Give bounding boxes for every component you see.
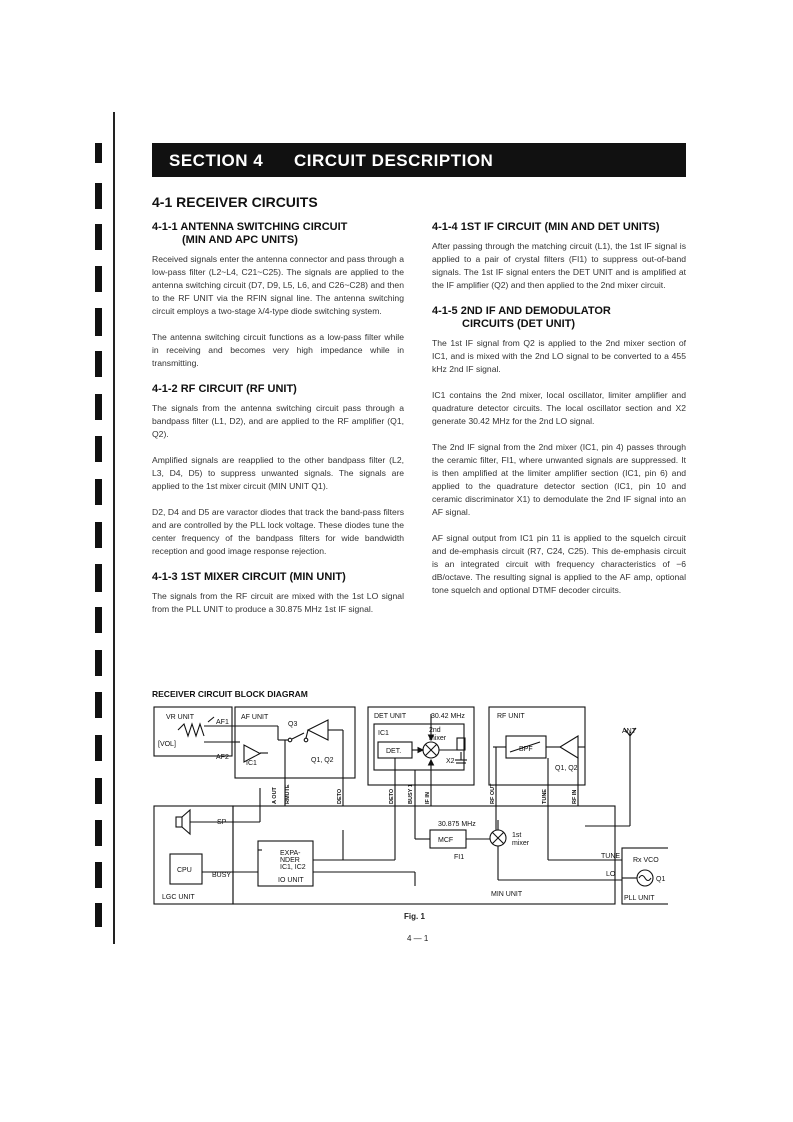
subsection-title: 4-1-1 ANTENNA SWITCHING CIRCUIT (MIN AND APC UNITS) xyxy=(152,221,348,246)
label-rx-vco: Rx VCO xyxy=(633,857,659,864)
label-cpu: CPU xyxy=(177,867,192,874)
label-q1q2-af: Q1, Q2 xyxy=(311,757,334,764)
label-sp: SP xyxy=(217,819,227,826)
subsection-4-1-1 xyxy=(152,221,404,370)
label-tune: TUNE xyxy=(601,853,621,860)
label-bpf: BPF xyxy=(519,746,533,753)
label-q1-pll: Q1 xyxy=(656,876,666,883)
label-fi1: FI1 xyxy=(454,854,465,861)
label-x2: X2 xyxy=(446,758,455,765)
label-sig-deto-a: DETO xyxy=(337,788,343,804)
label-sig-busy1: BUSY 1 xyxy=(408,784,414,804)
label-q3: Q3 xyxy=(288,721,298,728)
left-column xyxy=(152,221,404,629)
binding-mark xyxy=(95,692,102,718)
subsection-title: 4-1-5 2ND IF AND DEMODULATOR CIRCUITS (DET UNIT) xyxy=(432,305,611,330)
label-det-block: DET. xyxy=(386,748,402,755)
label-sig-rmute: RMUTE xyxy=(285,784,291,804)
label-mixer1-l1: 1st xyxy=(512,832,522,839)
label-expander-l1: EXPA- xyxy=(280,850,301,857)
vco-wave xyxy=(639,876,651,881)
paragraph: The 1st IF signal from Q2 is applied to the 2nd mixer section of IC1, and is mixed with the 2nd LO signal to be converted to a 455 kHz 2nd IF signal. xyxy=(432,338,686,374)
paragraph: After passing through the matching circuit (L1), the 1st IF signal is applied to a pair of crystal filters (FI1) to suppress out-of-band signals. The 1st IF signal enters the DET UNIT and is amplified at the IF amplifier (Q2) and then applied to the 2nd mixer circuit. xyxy=(432,241,686,290)
speaker-cone xyxy=(182,810,190,834)
receiver-block-diagram xyxy=(148,700,668,910)
label-expander-l3: IC1, IC2 xyxy=(280,864,306,871)
label-sig-ifin: IF IN xyxy=(425,792,431,804)
binding-mark xyxy=(95,183,102,209)
paragraph: The signals from the RF circuit are mixed with the 1st LO signal from the PLL UNIT to produce a 30.875 MHz 1st IF signal. xyxy=(152,591,404,614)
right-column xyxy=(432,221,686,610)
label-af2: AF2 xyxy=(216,754,229,761)
page-spine-line xyxy=(113,112,115,944)
label-af1: AF1 xyxy=(216,719,229,726)
label-sig-deto-b: DETO xyxy=(389,788,395,804)
rf-amp-triangle xyxy=(560,736,578,758)
subsection-4-1-3 xyxy=(152,571,404,616)
subsection-title: 4-1-3 1ST MIXER CIRCUIT (MIN UNIT) xyxy=(152,571,346,583)
binding-mark xyxy=(95,224,102,250)
binding-mark xyxy=(95,308,102,336)
label-det-unit: DET UNIT xyxy=(374,713,407,720)
binding-mark xyxy=(95,607,102,633)
paragraph: Amplified signals are reapplied to the other bandpass filter (L2, L3, D4, D5) to suppress unwanted signals. The signals are applied to the 1st mixer circuit (MIN UNIT Q1). xyxy=(152,455,404,491)
paragraph: IC1 contains the 2nd mixer, local oscillator, limiter amplifier and quadrature detector circuits. The local oscillator section and X2 generate 30.42 MHz for the 2nd LO signal. xyxy=(432,390,686,426)
label-expander-l2: NDER xyxy=(280,857,300,864)
subsection-title: 4-1-4 1ST IF CIRCUIT (MIN AND DET UNITS) xyxy=(432,221,660,233)
speaker-body xyxy=(176,817,182,827)
label-busy: BUSY xyxy=(212,872,232,879)
section-title: CIRCUIT DESCRIPTION xyxy=(294,151,494,170)
subsection-4-1-4 xyxy=(432,221,686,292)
subsection-4-1-2 xyxy=(152,383,404,558)
binding-mark xyxy=(95,820,102,846)
label-pll-unit: PLL UNIT xyxy=(624,895,655,902)
vol-resistor xyxy=(178,724,204,736)
paragraph: D2, D4 and D5 are varactor diodes that track the band-pass filters and are controlled by the PLL lock voltage. These diodes tune the center frequency of the bandpass filters for wide bandwidth reception and good image response rejection. xyxy=(152,507,404,556)
binding-mark xyxy=(95,903,102,927)
label-sig-aout: A OUT xyxy=(272,787,278,804)
binding-mark xyxy=(95,394,102,420)
section-number: SECTION 4 xyxy=(169,151,264,170)
paragraph: Received signals enter the antenna connector and pass through a low-pass filter (L2~L4, C21~C25). The signals are applied to the antenna switching circuit (D7, D9, L5, L6, and C26~C28) and then to the RF UNIT via the RFIN signal line. The antenna switching circuit employs a two-stage λ/4-type diode switching system. xyxy=(152,254,404,316)
label-mcf: MCF xyxy=(438,837,454,844)
label-freq-1st: 30.875 MHz xyxy=(438,821,476,828)
label-mixer1-l2: mixer xyxy=(512,840,530,847)
subsection-title: 4-1-2 RF CIRCUIT (RF UNIT) xyxy=(152,383,297,395)
binding-mark xyxy=(95,479,102,505)
label-lo: LO xyxy=(606,871,616,878)
binding-mark xyxy=(95,862,102,888)
binding-mark xyxy=(95,266,102,292)
page-number: 4 — 1 xyxy=(407,934,429,943)
label-ic1-af: IC1 xyxy=(246,760,257,767)
section-banner xyxy=(152,143,686,177)
label-vol: [VOL] xyxy=(158,741,176,748)
binding-mark xyxy=(95,735,102,761)
binding-mark xyxy=(95,143,102,163)
figure-caption: Fig. 1 xyxy=(404,912,425,921)
q1q2-amp-triangle xyxy=(308,720,328,740)
diagram-title: RECEIVER CIRCUIT BLOCK DIAGRAM xyxy=(152,689,308,699)
label-lgc-unit: LGC UNIT xyxy=(162,894,195,901)
label-mixer2-l2: mixer xyxy=(429,735,447,742)
label-q1q2-rf: Q1, Q2 xyxy=(555,765,578,772)
binding-mark xyxy=(95,564,102,592)
binding-mark xyxy=(95,351,102,377)
paragraph: The antenna switching circuit functions as a low-pass filter while in receiving and becomes very high impedance while in transmitting. xyxy=(152,332,404,368)
label-af-unit: AF UNIT xyxy=(241,714,269,721)
paragraph: The 2nd IF signal from the 2nd mixer (IC1, pin 4) passes through the ceramic filter, FI1, where unwanted signals are suppressed. It is then amplified at the limiter amplifier section (IC1, pin 6) and applied to the quadrature detector section (IC1, pin 10 and ceramic discriminator X1) to demodulate the 2nd IF signal into an AF signal. xyxy=(432,442,686,517)
label-vr-unit: VR UNIT xyxy=(166,714,194,721)
label-rf-unit: RF UNIT xyxy=(497,713,525,720)
label-sig-tune: TUNE xyxy=(542,789,548,804)
label-ant: ANT xyxy=(622,728,636,735)
binding-mark xyxy=(95,522,102,548)
label-io-unit: IO UNIT xyxy=(278,877,304,884)
page-heading: 4-1 RECEIVER CIRCUITS xyxy=(152,194,318,210)
label-sig-rfout: RF OUT xyxy=(490,783,496,804)
label-ic1-det: IC1 xyxy=(378,730,389,737)
label-freq-2nd: 30.42 MHz xyxy=(431,713,465,720)
binding-mark xyxy=(95,650,102,676)
paragraph: The signals from the antenna switching circuit pass through a bandpass filter (L1, D2), and are applied to the RF amplifier (Q1, Q2). xyxy=(152,403,404,439)
binding-mark xyxy=(95,778,102,804)
subsection-4-1-5 xyxy=(432,305,686,597)
binding-mark xyxy=(95,436,102,462)
label-min-unit: MIN UNIT xyxy=(491,891,523,898)
paragraph: AF signal output from IC1 pin 11 is applied to the squelch circuit and de-emphasis circuit (R7, C24, C25). This de-emphasis circuit is an integrated circuit with frequency characteristics of −6 dB/octave. The resulting signal is applied to the AF amp, optional tone squelch and optional DTMF decoder circuits. xyxy=(432,533,686,595)
label-sig-rfin: RF IN xyxy=(572,789,578,804)
label-mixer2-l1: 2nd xyxy=(429,727,441,734)
